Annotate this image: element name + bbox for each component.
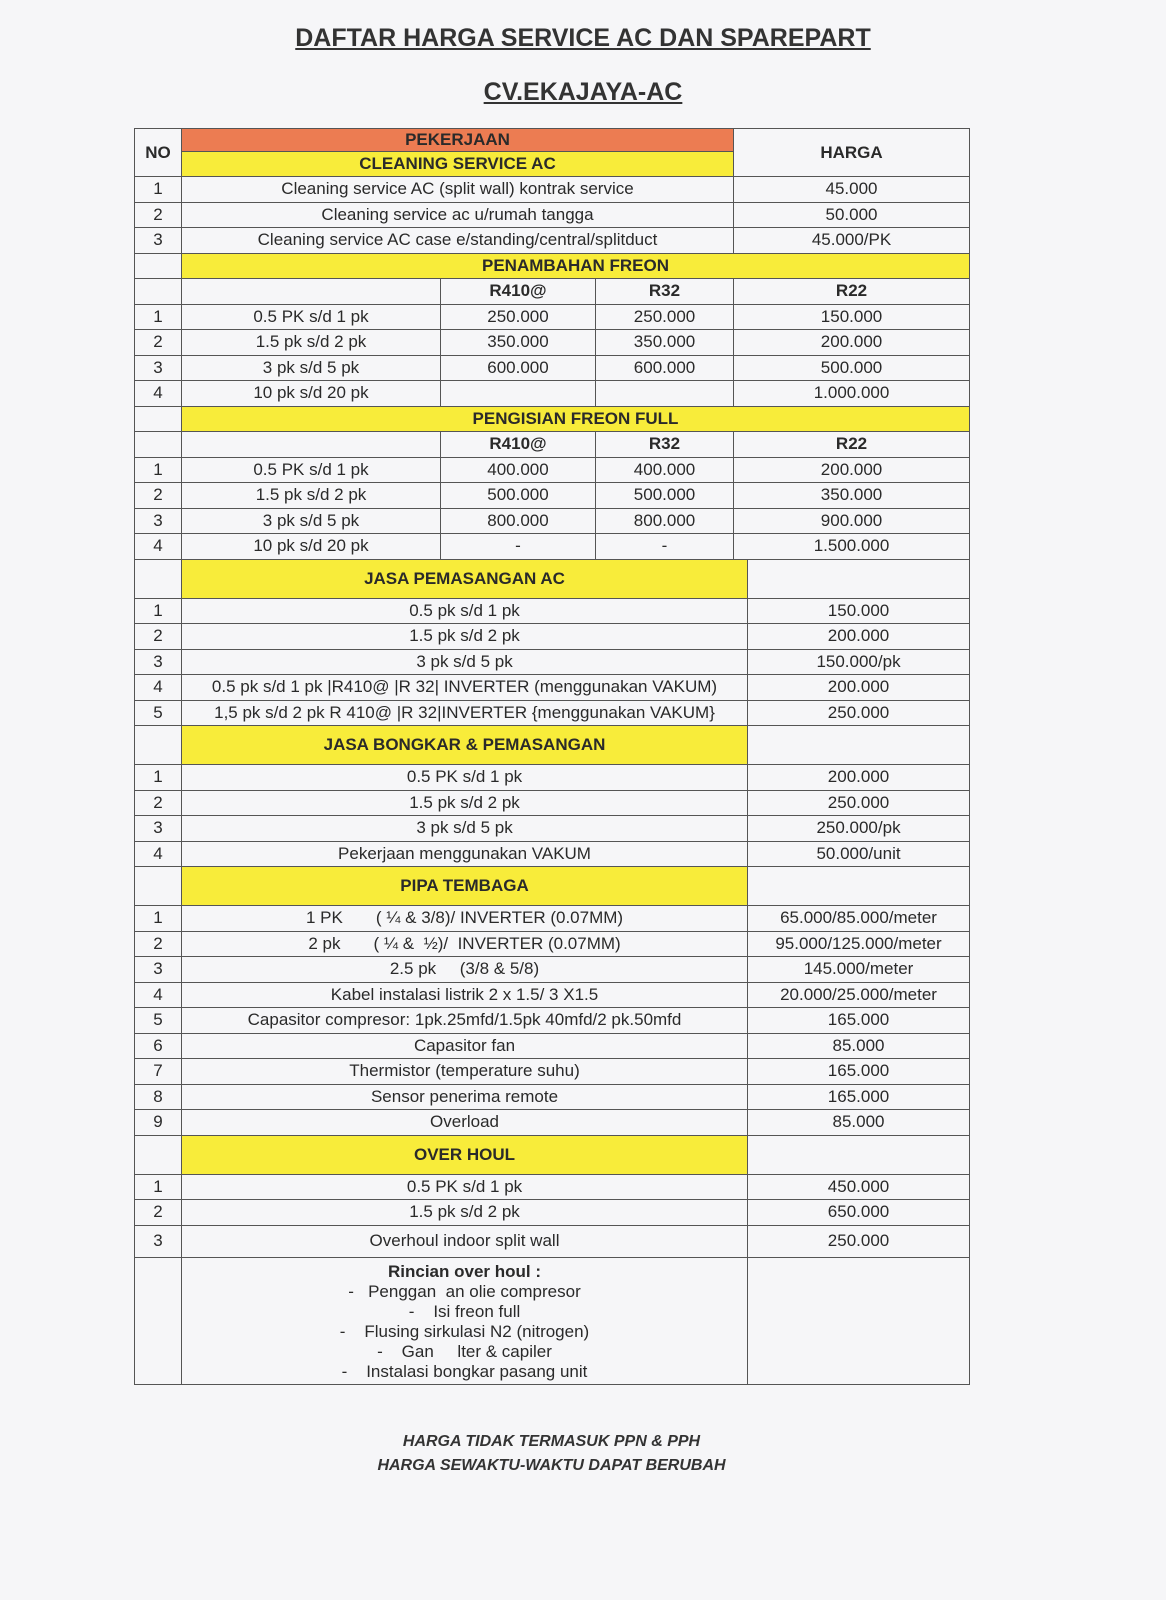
row-price: 200.000 bbox=[748, 765, 970, 791]
col-r32: R32 bbox=[596, 432, 734, 458]
row-desc: 3 pk s/d 5 pk bbox=[182, 355, 441, 381]
row-no: 1 bbox=[135, 906, 182, 932]
section-title-row bbox=[135, 867, 970, 906]
col-r410: R410@ bbox=[441, 432, 596, 458]
table-row bbox=[135, 816, 970, 842]
row-desc: Capasitor fan bbox=[182, 1033, 748, 1059]
column-header-row bbox=[135, 279, 970, 305]
table-row bbox=[135, 982, 970, 1008]
row-no: 3 bbox=[135, 508, 182, 534]
row-desc: Cleaning service AC (split wall) kontrak service bbox=[182, 177, 734, 203]
row-desc: 1.5 pk s/d 2 pk bbox=[182, 1200, 748, 1226]
section-title-pengisian: PENGISIAN FREON FULL bbox=[182, 406, 970, 432]
row-no: 2 bbox=[135, 330, 182, 356]
row-price: 20.000/25.000/meter bbox=[748, 982, 970, 1008]
section-title-row bbox=[135, 253, 970, 279]
row-price: 165.000 bbox=[748, 1008, 970, 1034]
table-row bbox=[135, 1110, 970, 1136]
row-no: 4 bbox=[135, 381, 182, 407]
row-r22: 1.500.000 bbox=[734, 534, 970, 560]
col-r410: R410@ bbox=[441, 279, 596, 305]
table-row bbox=[135, 841, 970, 867]
table-row bbox=[135, 177, 970, 203]
rincian-item: - Isi freon full bbox=[408, 1301, 521, 1321]
row-price: 145.000/meter bbox=[748, 957, 970, 983]
row-price: 85.000 bbox=[748, 1110, 970, 1136]
row-desc: 1 PK ( ¼ & 3/8)/ INVERTER (0.07MM) bbox=[182, 906, 748, 932]
row-desc: 0.5 pk s/d 1 pk |R410@ |R 32| INVERTER (menggunakan VAKUM) bbox=[182, 675, 748, 701]
section-title-pemasangan: JASA PEMASANGAN AC bbox=[182, 559, 748, 598]
row-no: 1 bbox=[135, 177, 182, 203]
row-no: 3 bbox=[135, 816, 182, 842]
row-desc: 1.5 pk s/d 2 pk bbox=[182, 483, 441, 509]
row-no: 1 bbox=[135, 304, 182, 330]
row-r22: 350.000 bbox=[734, 483, 970, 509]
row-r32: 500.000 bbox=[596, 483, 734, 509]
table-row bbox=[135, 483, 970, 509]
row-no: 2 bbox=[135, 1200, 182, 1226]
row-price: 150.000 bbox=[748, 598, 970, 624]
row-price: 45.000 bbox=[734, 177, 970, 203]
row-r410: 600.000 bbox=[441, 355, 596, 381]
header-pekerjaan: PEKERJAAN bbox=[182, 129, 734, 152]
header-no: NO bbox=[135, 129, 182, 177]
row-desc: 10 pk s/d 20 pk bbox=[182, 381, 441, 407]
row-price: 250.000 bbox=[748, 1225, 970, 1257]
table-row bbox=[135, 1225, 970, 1257]
row-price: 650.000 bbox=[748, 1200, 970, 1226]
row-price: 200.000 bbox=[748, 675, 970, 701]
row-r22: 200.000 bbox=[734, 330, 970, 356]
row-price: 50.000/unit bbox=[748, 841, 970, 867]
row-desc: 10 pk s/d 20 pk bbox=[182, 534, 441, 560]
row-desc: Cleaning service AC case e/standing/central/splitduct bbox=[182, 228, 734, 254]
table-row bbox=[135, 1174, 970, 1200]
row-desc: 0.5 pk s/d 1 pk bbox=[182, 598, 748, 624]
row-r410: 400.000 bbox=[441, 457, 596, 483]
row-no: 4 bbox=[135, 841, 182, 867]
row-no: 4 bbox=[135, 675, 182, 701]
header-harga: HARGA bbox=[734, 129, 970, 177]
row-desc: Pekerjaan menggunakan VAKUM bbox=[182, 841, 748, 867]
col-r32: R32 bbox=[596, 279, 734, 305]
table-row bbox=[135, 790, 970, 816]
table-row bbox=[135, 700, 970, 726]
row-no: 1 bbox=[135, 1174, 182, 1200]
row-no: 3 bbox=[135, 649, 182, 675]
row-desc: 3 pk s/d 5 pk bbox=[182, 816, 748, 842]
table-row bbox=[135, 355, 970, 381]
row-r32: 350.000 bbox=[596, 330, 734, 356]
row-price: 85.000 bbox=[748, 1033, 970, 1059]
section-title-bongkar: JASA BONGKAR & PEMASANGAN bbox=[182, 726, 748, 765]
table-row bbox=[135, 649, 970, 675]
row-r32: - bbox=[596, 534, 734, 560]
row-r410: 800.000 bbox=[441, 508, 596, 534]
rincian-item: - Instalasi bongkar pasang unit bbox=[341, 1361, 588, 1381]
table-row bbox=[135, 906, 970, 932]
table-row bbox=[135, 228, 970, 254]
rincian-item: - Penggan an olie compresor bbox=[348, 1281, 581, 1301]
row-r22: 1.000.000 bbox=[734, 381, 970, 407]
col-r22: R22 bbox=[734, 279, 970, 305]
row-price: 150.000/pk bbox=[748, 649, 970, 675]
section-title-pipa: PIPA TEMBAGA bbox=[182, 867, 748, 906]
row-no: 6 bbox=[135, 1033, 182, 1059]
table-row bbox=[135, 765, 970, 791]
section-title-penambahan: PENAMBAHAN FREON bbox=[182, 253, 970, 279]
table-row bbox=[135, 1033, 970, 1059]
section-title-row bbox=[135, 1135, 970, 1174]
col-r22: R22 bbox=[734, 432, 970, 458]
table-row bbox=[135, 202, 970, 228]
table-row bbox=[135, 624, 970, 650]
price-table bbox=[134, 128, 970, 1385]
row-desc: 1.5 pk s/d 2 pk bbox=[182, 330, 441, 356]
row-desc: Kabel instalasi listrik 2 x 1.5/ 3 X1.5 bbox=[182, 982, 748, 1008]
table-row bbox=[135, 508, 970, 534]
row-desc: 0.5 PK s/d 1 pk bbox=[182, 765, 748, 791]
row-desc: 1.5 pk s/d 2 pk bbox=[182, 790, 748, 816]
rincian-list bbox=[182, 1257, 748, 1384]
table-row bbox=[135, 598, 970, 624]
row-no: 4 bbox=[135, 534, 182, 560]
row-r22: 900.000 bbox=[734, 508, 970, 534]
table-row bbox=[135, 1059, 970, 1085]
row-r22: 150.000 bbox=[734, 304, 970, 330]
table-row bbox=[135, 675, 970, 701]
row-desc: 1,5 pk s/d 2 pk R 410@ |R 32|INVERTER {menggunakan VAKUM} bbox=[182, 700, 748, 726]
section-title-cleaning: CLEANING SERVICE AC bbox=[182, 152, 734, 177]
row-price: 65.000/85.000/meter bbox=[748, 906, 970, 932]
table-row bbox=[135, 457, 970, 483]
row-r410: 500.000 bbox=[441, 483, 596, 509]
row-no: 2 bbox=[135, 483, 182, 509]
row-desc: 0.5 PK s/d 1 pk bbox=[182, 457, 441, 483]
row-desc: Overload bbox=[182, 1110, 748, 1136]
row-r410: 250.000 bbox=[441, 304, 596, 330]
row-r22: 200.000 bbox=[734, 457, 970, 483]
row-price: 95.000/125.000/meter bbox=[748, 931, 970, 957]
footer-note-change: HARGA SEWAKTU-WAKTU DAPAT BERUBAH bbox=[377, 1457, 726, 1474]
row-price: 165.000 bbox=[748, 1059, 970, 1085]
rincian-item: - Gan lter & capiler bbox=[377, 1341, 552, 1361]
section-title-overhoul: OVER HOUL bbox=[182, 1135, 748, 1174]
row-no: 2 bbox=[135, 790, 182, 816]
row-no: 9 bbox=[135, 1110, 182, 1136]
footer-note-ppn: HARGA TIDAK TERMASUK PPN & PPH bbox=[402, 1433, 701, 1450]
row-r32 bbox=[596, 381, 734, 407]
row-price: 250.000 bbox=[748, 790, 970, 816]
row-r410: - bbox=[441, 534, 596, 560]
row-no: 7 bbox=[135, 1059, 182, 1085]
row-r32: 600.000 bbox=[596, 355, 734, 381]
table-row bbox=[135, 1200, 970, 1226]
row-desc: 0.5 PK s/d 1 pk bbox=[182, 1174, 748, 1200]
column-header-row bbox=[135, 432, 970, 458]
row-r410: 350.000 bbox=[441, 330, 596, 356]
row-desc: 0.5 PK s/d 1 pk bbox=[182, 304, 441, 330]
row-price: 200.000 bbox=[748, 624, 970, 650]
table-header-row bbox=[135, 129, 970, 152]
rincian-title: Rincian over houl : bbox=[387, 1261, 542, 1281]
row-r32: 250.000 bbox=[596, 304, 734, 330]
row-no: 2 bbox=[135, 624, 182, 650]
table-row bbox=[135, 330, 970, 356]
row-desc: Cleaning service ac u/rumah tangga bbox=[182, 202, 734, 228]
row-no: 3 bbox=[135, 355, 182, 381]
row-desc: 3 pk s/d 5 pk bbox=[182, 508, 441, 534]
row-desc: 1.5 pk s/d 2 pk bbox=[182, 624, 748, 650]
page-title: DAFTAR HARGA SERVICE AC DAN SPAREPART bbox=[295, 24, 871, 52]
row-desc: Overhoul indoor split wall bbox=[182, 1225, 748, 1257]
table-row bbox=[135, 931, 970, 957]
row-r32: 800.000 bbox=[596, 508, 734, 534]
section-title-row bbox=[135, 559, 970, 598]
row-no: 3 bbox=[135, 957, 182, 983]
table-row bbox=[135, 534, 970, 560]
row-desc: 2 pk ( ¼ & ½)/ INVERTER (0.07MM) bbox=[182, 931, 748, 957]
row-price: 250.000 bbox=[748, 700, 970, 726]
table-row bbox=[135, 957, 970, 983]
section-title-row bbox=[135, 726, 970, 765]
row-r32: 400.000 bbox=[596, 457, 734, 483]
row-no: 4 bbox=[135, 982, 182, 1008]
row-price: 450.000 bbox=[748, 1174, 970, 1200]
row-price: 250.000/pk bbox=[748, 816, 970, 842]
row-no: 2 bbox=[135, 202, 182, 228]
table-row bbox=[135, 1008, 970, 1034]
row-no: 3 bbox=[135, 228, 182, 254]
row-no: 1 bbox=[135, 598, 182, 624]
company-name: CV.EKAJAYA-AC bbox=[483, 78, 683, 106]
table-row bbox=[135, 1084, 970, 1110]
row-no: 2 bbox=[135, 931, 182, 957]
row-desc: 3 pk s/d 5 pk bbox=[182, 649, 748, 675]
row-price: 45.000/PK bbox=[734, 228, 970, 254]
row-no: 5 bbox=[135, 1008, 182, 1034]
rincian-item: - Flusing sirkulasi N2 (nitrogen) bbox=[339, 1321, 590, 1341]
row-no: 5 bbox=[135, 700, 182, 726]
row-r22: 500.000 bbox=[734, 355, 970, 381]
row-no: 3 bbox=[135, 1225, 182, 1257]
row-desc: Sensor penerima remote bbox=[182, 1084, 748, 1110]
row-desc: Thermistor (temperature suhu) bbox=[182, 1059, 748, 1085]
row-no: 1 bbox=[135, 457, 182, 483]
row-r410 bbox=[441, 381, 596, 407]
table-row bbox=[135, 381, 970, 407]
row-no: 8 bbox=[135, 1084, 182, 1110]
rincian-row bbox=[135, 1257, 970, 1384]
row-desc: 2.5 pk (3/8 & 5/8) bbox=[182, 957, 748, 983]
table-row bbox=[135, 304, 970, 330]
section-title-row bbox=[135, 406, 970, 432]
row-no: 1 bbox=[135, 765, 182, 791]
row-price: 165.000 bbox=[748, 1084, 970, 1110]
row-desc: Capasitor compresor: 1pk.25mfd/1.5pk 40mfd/2 pk.50mfd bbox=[182, 1008, 748, 1034]
row-price: 50.000 bbox=[734, 202, 970, 228]
